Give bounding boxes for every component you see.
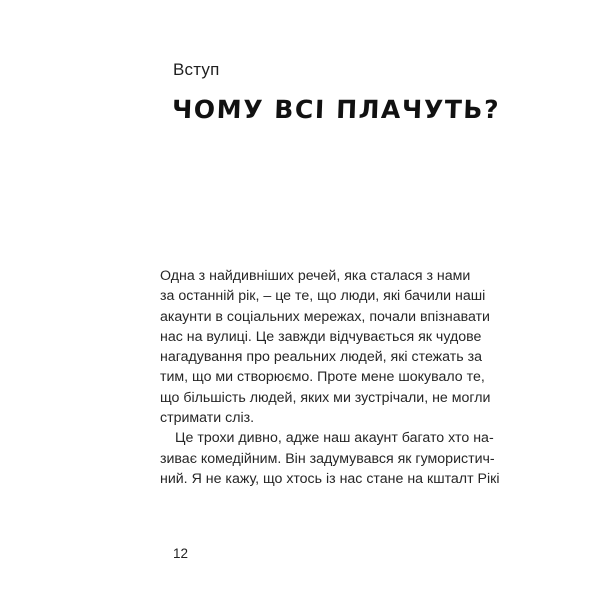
paragraph-2 [160,428,500,489]
section-label: Вступ [173,60,220,79]
text-line: стримати сліз. [160,410,255,427]
text-line: Це трохи дивно, адже наш акаунт багато хто на- [175,430,494,447]
body-text [160,266,500,489]
text-line: акаунти в соціальних мережах, почали впізнавати [160,308,490,325]
text-line: нас на вулиці. Це завжди відчувається як чудове [160,328,482,345]
text-line: Одна з найдивніших речей, яка сталася з нами [160,268,471,284]
text-line: зиває комедійним. Він задумувався як гумористич- [160,450,495,467]
paragraph-1 [160,266,491,428]
page-number: 12 [173,546,189,561]
text-line: ний. Я не кажу, що хтось із нас стане на кшталт Рікі [160,470,500,487]
text-line: за останній рік, – це те, що люди, які бачили наші [160,288,486,305]
text-line: нагадування про реальних людей, які стежать за [160,349,482,366]
text-line: тим, що ми створюємо. Проте мене шокувало те, [160,369,485,386]
chapter-title: ЧОМУ ВСІ ПЛАЧУТЬ? [171,95,501,124]
text-line: що більшість людей, яких ми зустрічали, не могли [160,389,491,406]
